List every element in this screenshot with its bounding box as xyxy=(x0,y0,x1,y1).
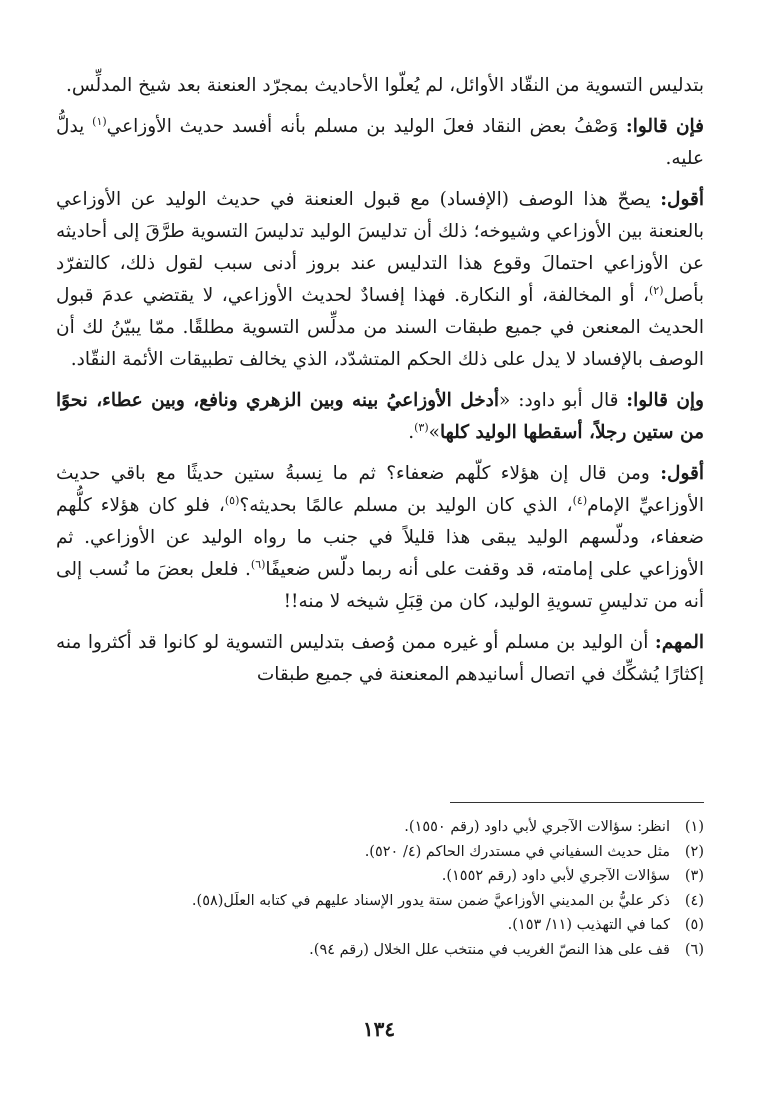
paragraph-text: يصحّ هذا الوصف (الإفساد) مع قبول العنعنة في حديث الوليد عن الأوزاعي بالعنعنة بين الأوزاعي وشيوخه؛ ذلك أن تدليسَ الوليد تدليسَ التسوية طرَّقَ إلى أحاديثه عن الأوزاعي احتمالَ وقوع هذا التدليس عند بروز أدنى سبب لقول ذلك، كالتفرّد بأصل xyxy=(56,189,704,306)
footnote xyxy=(56,864,704,889)
paragraph-reply-2 xyxy=(56,458,704,618)
paragraph-conclusion xyxy=(56,627,704,691)
footnote-text: قف على هذا النصّ الغريب في منتخب علل الخلال (رقم ٩٤). xyxy=(309,941,670,958)
footnote xyxy=(56,840,704,865)
footnote-number: (٣) xyxy=(684,868,704,884)
paragraph-text: قال أبو داود: « xyxy=(499,390,627,411)
paragraph-reply-1 xyxy=(56,184,704,376)
lead-label: فإن قالوا: xyxy=(625,116,705,137)
footnote-ref[interactable]: (٢) xyxy=(648,283,664,297)
footnote-text: كما في التهذيب (١١/ ١٥٣). xyxy=(507,917,670,933)
footnote-divider xyxy=(450,802,704,803)
paragraph-objection-2 xyxy=(56,385,704,449)
paragraph-objection-1 xyxy=(56,111,704,175)
footnote-ref[interactable]: (٥) xyxy=(224,493,240,507)
footnote-text: ذكر عليُّ بن المديني الأوزاعيَّ ضمن ستة يدور الإسناد عليهم في كتابه العلَل(٥٨). xyxy=(191,892,670,909)
footnote xyxy=(56,938,704,963)
paragraph-continuation xyxy=(56,70,704,102)
paragraph-text: ومن قال إن هؤلاء كلّهم ضعفاء؟ ثم ما نِسبةُ ستين حديثًا مع باقي حديث الأوزاعيِّ الإمام xyxy=(56,463,704,516)
footnote-number: (٦) xyxy=(684,941,704,958)
page-number: ١٣٤ xyxy=(362,1017,396,1041)
footnote xyxy=(56,815,704,840)
footnote xyxy=(56,889,704,914)
footnotes xyxy=(56,815,704,962)
paragraph-text: ، الذي كان الوليد بن مسلم عالمًا بحديثه؟ xyxy=(239,495,573,516)
footnote-ref[interactable]: (٦) xyxy=(250,557,266,571)
footnote-ref[interactable]: (٤) xyxy=(572,493,588,507)
footnote-number: (٤) xyxy=(684,892,704,909)
footnote-number: (٢) xyxy=(684,843,704,860)
footnote-number: (١) xyxy=(684,819,704,835)
footnote-ref[interactable]: (١) xyxy=(92,114,107,128)
footnote-text: انظر: سؤالات الآجري لأبي داود (رقم ١٥٥٠). xyxy=(404,819,670,835)
footnote xyxy=(56,913,704,938)
quoted-text: أدخل الأوزاعيُ بينه وبين الزهري ونافع، وبين عطاء، نحوًا من ستين رجلاً، أسقطها الوليد كلها xyxy=(56,390,704,443)
paragraph-text: وَصْفُ بعض النقاد فعلَ الوليد بن مسلم بأنه أفسد حديث الأوزاعي xyxy=(106,116,626,137)
paragraph-text: بتدليس التسوية من النقّاد الأوائل، لم يُعلّوا الأحاديث بمجرّد العنعنة بعد شيخ المدلِّس. xyxy=(66,75,704,96)
lead-label: أقول: xyxy=(660,189,704,210)
footnote-ref[interactable]: (٣) xyxy=(414,420,429,434)
footnote-text: مثل حديث السفياني في مستدرك الحاكم (٤/ ٥٢٠). xyxy=(364,843,670,860)
paragraph-text: ، فلو كان هؤلاء كلُّهم ضعفاء، ودلّسهم الوليد يبقى هذا قليلاً في جنب ما رواه الوليد عن الأوزاعي. ثم الأوزاعي على إمامته، قد وقفت على أنه ربما دلّس ضعيفًا xyxy=(56,495,704,580)
lead-label: وإن قالوا: xyxy=(626,390,704,411)
paragraph-text: أن الوليد بن مسلم أو غيره ممن وُصف بتدليس التسوية لو كانوا قد أكثروا منه إكثارًا يُشكِّك في اتصال أسانيدهم المعنعنة في جميع طبقات xyxy=(56,632,704,685)
footnote-number: (٥) xyxy=(684,917,704,933)
paragraph-text: . فلعل بعضَ ما نُسب إلى أنه من تدليسِ تسويةِ الوليد، كان من قِبَلِ شيخه لا منه!! xyxy=(56,559,704,612)
paragraph-text: يدلُّ عليه. xyxy=(56,116,704,169)
lead-label: المهم: xyxy=(654,632,704,653)
lead-label: أقول: xyxy=(660,463,704,484)
paragraph-text: » xyxy=(428,422,440,443)
paragraph-text: ، أو المخالفة، أو النكارة. فهذا إفسادٌ لحديث الأوزاعي، لا يقتضي عدمَ قبول الحديث المعنعن في جميع طبقات السند من مدلِّس التسوية مطلقًا. ممّا يبيّنُ لك أن الوصف بالإفساد لا يدل على ذلك الحكم المتشدّد، الذي يخالف تطبيقات الأئمة النقّاد. xyxy=(56,285,704,370)
paragraph-text: . xyxy=(408,422,415,443)
footnote-text: سؤالات الآجري لأبي داود (رقم ١٥٥٢). xyxy=(441,868,670,884)
